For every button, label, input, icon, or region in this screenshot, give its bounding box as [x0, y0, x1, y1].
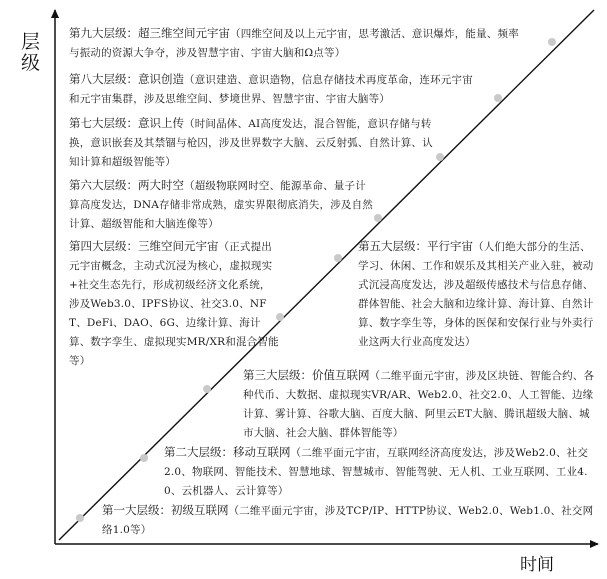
level-9-desc: （四维空间及以上元宇宙，思考激活、意识爆炸，能量、频率与振动的资源大争夺，涉及智慧宇宙、宇宙大脑和Ω点等）: [69, 28, 519, 59]
node-5: [334, 254, 342, 262]
level-1-desc: （二维平面元宇宙，涉及TCP/IP、HTTP协议、Web2.0、Web1.0、社交网络1.0等）: [102, 505, 594, 536]
level-6-desc: （超级物联网时空、能源革命、量子计算高度发达，DNA存储非常成熟，虚实界限彻底消失，涉及自然计算、超级智能和大脑连像等）: [69, 180, 373, 230]
level-9-title: 第九大层级：超三维空间元宇宙: [69, 26, 230, 40]
node-6: [374, 214, 382, 222]
level-3-desc: （二维平面元宇宙，涉及区块链、智能合约、各种代币、大数据、虚拟现实VR/AR、Web2.0、社交2.0、人工智能、边缘计算、雾计算、谷歌大脑、百度大脑、阿里云ET大脑、腾讯超级大脑、城市大脑、社会大脑、群体智能等）: [243, 370, 595, 439]
level-8-title: 第八大层级：意识创造: [69, 72, 184, 86]
level-7-desc: （时间晶体、AI高度发达，混合智能，意识存储与转换，意识嵌套及其禁锢与枪囚，涉及世界数字大脑、云反射弧、自然计算、认知计算和超级智能等）: [69, 118, 433, 168]
level-3-title: 第三大层级：价值互联网: [243, 368, 370, 382]
level-5-title: 第五大层级：平行宇宙: [358, 239, 473, 253]
level-6: [69, 176, 374, 234]
level-3: [243, 366, 599, 443]
level-4-desc: （正式提出元宇宙概念，主动式沉浸为核心，虚拟现实+社交生态先行，形成初级经济文化系统，涉及Web3.0、IPFS协议、社交3.0、NFT、DeFi、DAO、6G、边缘计算、海计算、数字孪生、虚拟现实MR/XR和混合智能等）: [69, 241, 279, 367]
level-4-title: 第四大层级：三维空间元宇宙: [69, 239, 219, 253]
level-5: [358, 237, 600, 352]
node-2: [140, 454, 148, 462]
level-5-desc: （人们绝大部分的生活、学习、休闲、工作和娱乐及其相关产业入驻，被动式沉浸高度发达，涉及超级传感技术与信息存储、群体智能、社会大脑和边缘计算、海计算、自然计算、数字孪生等，身体的医保和安保行业与外卖行业这两大行业高度发达）: [358, 241, 594, 348]
level-8: [69, 70, 481, 109]
node-1: [76, 514, 84, 522]
node-3: [203, 385, 211, 393]
node-9: [548, 38, 556, 46]
node-8: [494, 94, 502, 102]
level-4: [69, 237, 279, 371]
level-7: [69, 114, 437, 172]
y-axis-label: 层级: [21, 31, 41, 74]
level-1: [102, 501, 594, 540]
level-2-desc: （二维平面元宇宙，互联网经济高度发达，涉及Web2.0、社交2.0、物联网、智能技术、智慧地球、智慧城市、智能驾驶、无人机、工业互联网、工业4.0、云机器人、云计算等）: [164, 447, 589, 497]
level-6-title: 第六大层级：两大时空: [69, 178, 184, 192]
level-2: [164, 443, 596, 501]
level-7-title: 第七大层级：意识上传: [69, 116, 184, 130]
level-9: [69, 24, 524, 63]
level-1-title: 第一大层级：初级互联网: [102, 503, 229, 517]
node-7: [436, 153, 444, 161]
x-axis-label: 时间: [520, 555, 554, 575]
level-2-title: 第二大层级：移动互联网: [164, 445, 291, 459]
level-8-desc: （意识建造、意识造物，信息存储技术再度革命，连环元宇宙和元宇宙集群，涉及思维空间、梦境世界、智慧宇宙、宇宙大脑等）: [69, 74, 473, 105]
